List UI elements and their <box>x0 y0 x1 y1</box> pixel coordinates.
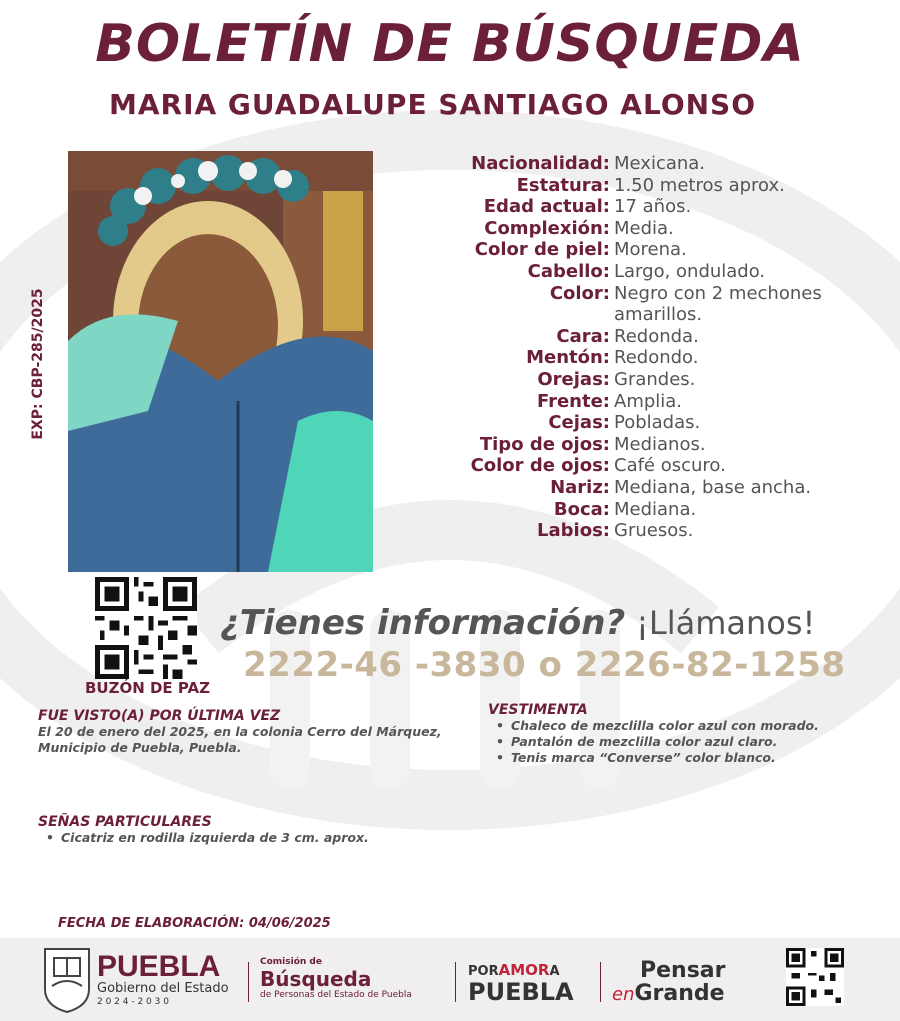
phone-numbers <box>243 645 863 685</box>
qr-code-icon[interactable] <box>95 577 197 679</box>
detail-value: Mediana, base ancha. <box>614 476 812 498</box>
detail-row <box>395 218 875 240</box>
detail-row <box>395 455 875 477</box>
detail-row <box>395 412 875 434</box>
footer-divider <box>248 962 249 1002</box>
detail-label: Orejas: <box>537 368 610 390</box>
detail-label: Cejas: <box>548 412 610 434</box>
info-question <box>220 603 880 643</box>
detail-row <box>395 520 875 542</box>
clothing-list <box>488 718 888 766</box>
last-seen-text: El 20 de enero del 2025, en la colonia Cerro del Márquez, Municipio de Puebla, Puebla. <box>38 724 442 755</box>
detail-row <box>395 239 875 261</box>
list-item: • Tenis marca “Converse” color blanco. <box>496 750 888 766</box>
expediente-number: EXP: CBP-285/2025 <box>30 288 46 440</box>
buzon-de-paz-label: BUZÓN DE PAZ <box>84 679 211 697</box>
call-text: ¡Llámanos! <box>636 604 816 642</box>
detail-value: 17 años. <box>614 196 692 218</box>
detail-row <box>395 283 875 326</box>
comision-text-2: Búsqueda <box>260 967 372 991</box>
physical-description <box>395 153 875 542</box>
detail-label: Color de ojos: <box>470 455 610 477</box>
list-item: • Chaleco de mezclilla color azul con morado. <box>496 718 888 734</box>
detail-value: Grandes. <box>614 368 696 390</box>
detail-label: Nariz: <box>550 476 610 498</box>
detail-value: Media. <box>614 217 674 239</box>
detail-row <box>395 326 875 348</box>
detail-value: Negro con 2 mechones amarillos. <box>614 282 822 326</box>
detail-value: Largo, ondulado. <box>614 260 766 282</box>
phone-2[interactable]: 2226-82-1258 <box>574 645 846 685</box>
detail-row <box>395 434 875 456</box>
detail-value: Pobladas. <box>614 412 701 434</box>
detail-label: Edad actual: <box>483 196 610 218</box>
detail-label: Boca: <box>553 498 610 520</box>
footer-qr-code-icon[interactable] <box>786 948 844 1006</box>
marks-title: SEÑAS PARTICULARES <box>38 814 212 830</box>
pensar-text-2: en <box>612 984 635 1005</box>
detail-label: Cara: <box>556 325 610 347</box>
comision-logo <box>260 957 412 1001</box>
detail-row <box>395 499 875 521</box>
poramor-text-4: PUEBLA <box>468 978 574 1006</box>
poramor-text-3: A <box>549 964 560 979</box>
list-item: • Pantalón de mezclilla color azul claro. <box>496 734 888 750</box>
detail-value: Morena. <box>614 239 687 261</box>
detail-row <box>395 153 875 175</box>
detail-value: 1.50 metros aprox. <box>614 174 785 196</box>
poramor-text-2: AMOR <box>498 961 550 979</box>
detail-row <box>395 175 875 197</box>
comision-text-3: de Personas del Estado de Puebla <box>260 990 412 1000</box>
clothing-section <box>488 702 888 766</box>
por-amor-a-puebla-logo <box>468 962 574 1004</box>
question-text: ¿Tienes información? <box>220 603 626 643</box>
person-photo <box>68 151 373 572</box>
detail-value: Medianos. <box>614 433 706 455</box>
state-shield-icon <box>42 944 92 1014</box>
detail-label: Estatura: <box>516 174 610 196</box>
detail-label: Cabello: <box>527 260 610 282</box>
phone-or: o <box>538 645 563 685</box>
detail-label: Labios: <box>537 520 610 542</box>
detail-value: Redondo. <box>614 347 699 369</box>
detail-value: Café oscuro. <box>614 455 726 477</box>
creation-date: FECHA DE ELABORACIÓN: 04/06/2025 <box>58 916 331 931</box>
detail-row <box>395 369 875 391</box>
footer-divider <box>600 962 601 1002</box>
years-text: 2 0 2 4 - 2 0 3 0 <box>97 997 169 1007</box>
detail-value: Mediana. <box>614 498 697 520</box>
detail-label: Frente: <box>536 390 610 412</box>
detail-label: Nacionalidad: <box>471 153 610 174</box>
pensar-text-3: Grande <box>634 981 725 1006</box>
last-seen-section <box>38 708 478 756</box>
person-name: MARIA GUADALUPE SANTIAGO ALONSO <box>108 88 757 121</box>
puebla-text: PUEBLA <box>97 950 221 983</box>
clothing-title: VESTIMENTA <box>488 702 588 718</box>
detail-label: Tipo de ojos: <box>479 433 610 455</box>
detail-value: Mexicana. <box>614 153 706 174</box>
detail-value: Amplia. <box>614 390 683 412</box>
detail-row <box>395 196 875 218</box>
phone-1[interactable]: 2222-46 -3830 <box>243 645 527 685</box>
detail-value: Redonda. <box>614 325 699 347</box>
detail-label: Color de piel: <box>474 239 610 261</box>
puebla-logo <box>97 952 229 1008</box>
footer-divider <box>455 962 456 1002</box>
detail-label: Color: <box>549 282 610 304</box>
gobierno-text: Gobierno del Estado <box>97 981 229 996</box>
comision-text-1: Comisión de <box>260 957 322 967</box>
bulletin-title: BOLETÍN DE BÚSQUEDA <box>95 14 805 74</box>
detail-row <box>395 261 875 283</box>
detail-value: Gruesos. <box>614 520 694 542</box>
detail-row <box>395 477 875 499</box>
poramor-text-1: POR <box>468 964 499 979</box>
last-seen-title: FUE VISTO(A) POR ÚLTIMA VEZ <box>38 708 281 724</box>
marks-list <box>38 830 538 846</box>
detail-label: Complexión: <box>484 217 610 239</box>
detail-row <box>395 347 875 369</box>
pensar-en-grande-logo <box>612 960 762 1007</box>
list-item: • Cicatriz en rodilla izquierda de 3 cm. aprox. <box>46 830 538 846</box>
detail-row <box>395 391 875 413</box>
detail-label: Mentón: <box>526 347 610 369</box>
pensar-text-1: Pensar <box>640 958 726 983</box>
marks-section <box>38 814 538 846</box>
